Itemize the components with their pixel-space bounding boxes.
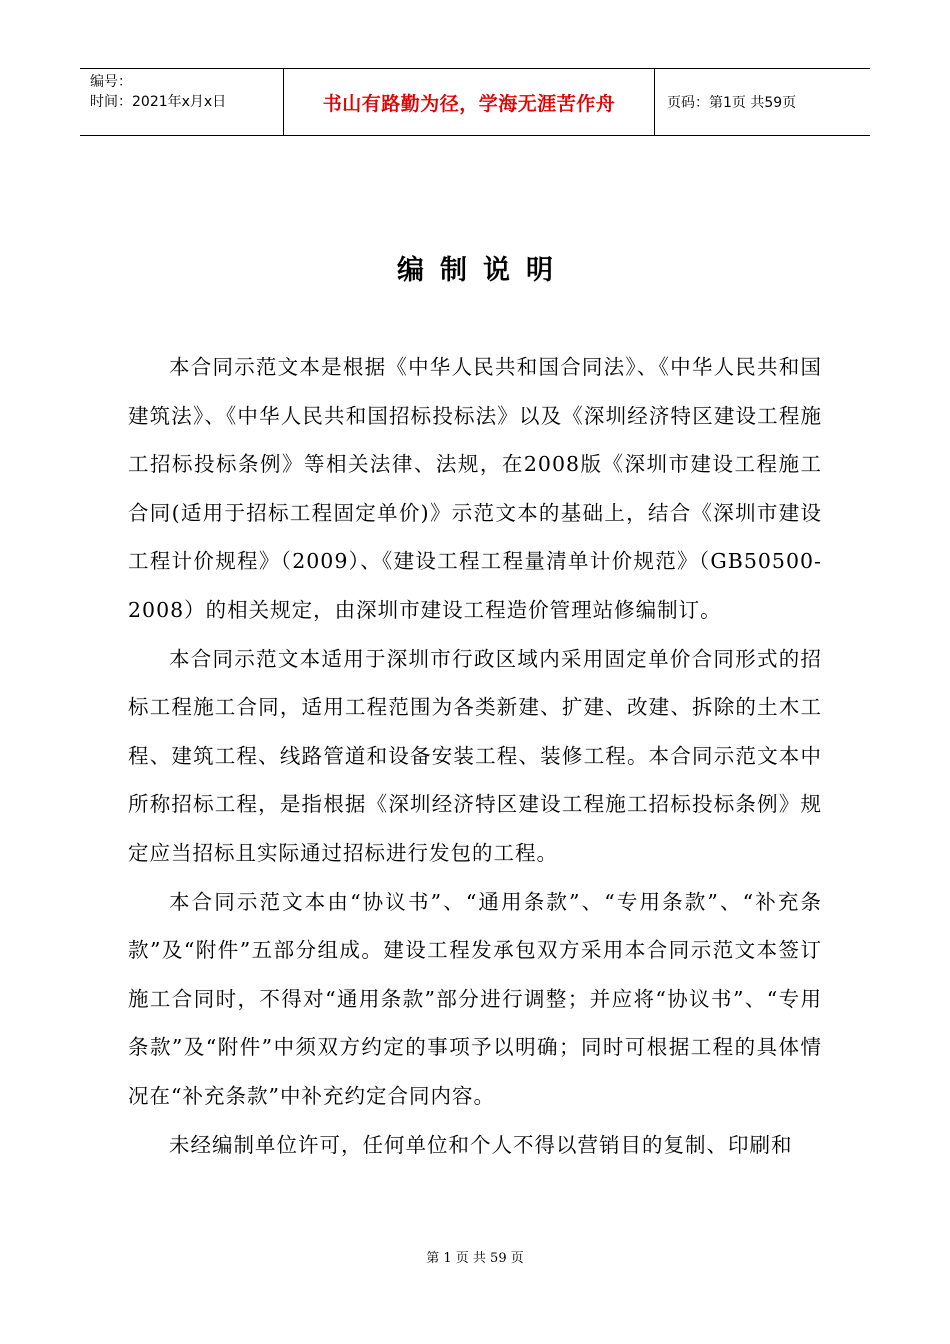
paragraph: 本合同示范文本是根据《中华人民共和国合同法》、《中华人民共和国建筑法》、《中华人民共和国招标投标法》以及《深圳经济特区建设工程施工招标投标条例》等相关法律、法规，在2008版《深圳市建设工程施工合同(适用于招标工程固定单价)》示范文本的基础上，结合《深圳市建设工程计价规程》（2009）、《建设工程工程量清单计价规范》（GB50500-2008）的相关规定，由深圳市建设工程造价管理站修编制订。 — [128, 355, 822, 622]
page-title: 编制说明 — [397, 255, 569, 286]
document-header — [80, 68, 870, 136]
paragraph: 本合同示范文本适用于深圳市行政区域内采用固定单价合同形式的招标工程施工合同，适用工程范围为各类新建、扩建、改建、拆除的土木工程、建筑工程、线路管道和设备安装工程、装修工程。本合同示范文本中所称招标工程，是指根据《深圳经济特区建设工程施工招标投标条例》规定应当招标且实际通过招标进行发包的工程。 — [128, 646, 822, 865]
header-page-info-text: 页码：第1页 共59页 — [667, 95, 797, 111]
header-meta — [80, 69, 283, 135]
page-footer: 第 1 页 共 59 页 — [426, 1251, 524, 1266]
header-time-label: 时间：2021年x月x日 — [90, 94, 227, 110]
header-motto — [283, 69, 655, 135]
header-number-label: 编号： — [90, 74, 132, 90]
header-motto-text: 书山有路勤为径，学海无涯苦作舟 — [322, 92, 616, 115]
header-page-info — [655, 69, 870, 135]
paragraph: 本合同示范文本由“协议书”、“通用条款”、“专用条款”、“补充条款”及“附件”五部分组成。建设工程发承包双方采用本合同示范文本签订施工合同时，不得对“通用条款”部分进行调整；并应将“协议书”、“专用条款”及“附件”中须双方约定的事项予以明确；同时可根据工程的具体情况在“补充条款”中补充约定合同内容。 — [128, 889, 822, 1108]
document-body — [128, 343, 822, 1169]
paragraph: 未经编制单位许可，任何单位和个人不得以营销目的复制、印刷和 — [169, 1132, 793, 1157]
